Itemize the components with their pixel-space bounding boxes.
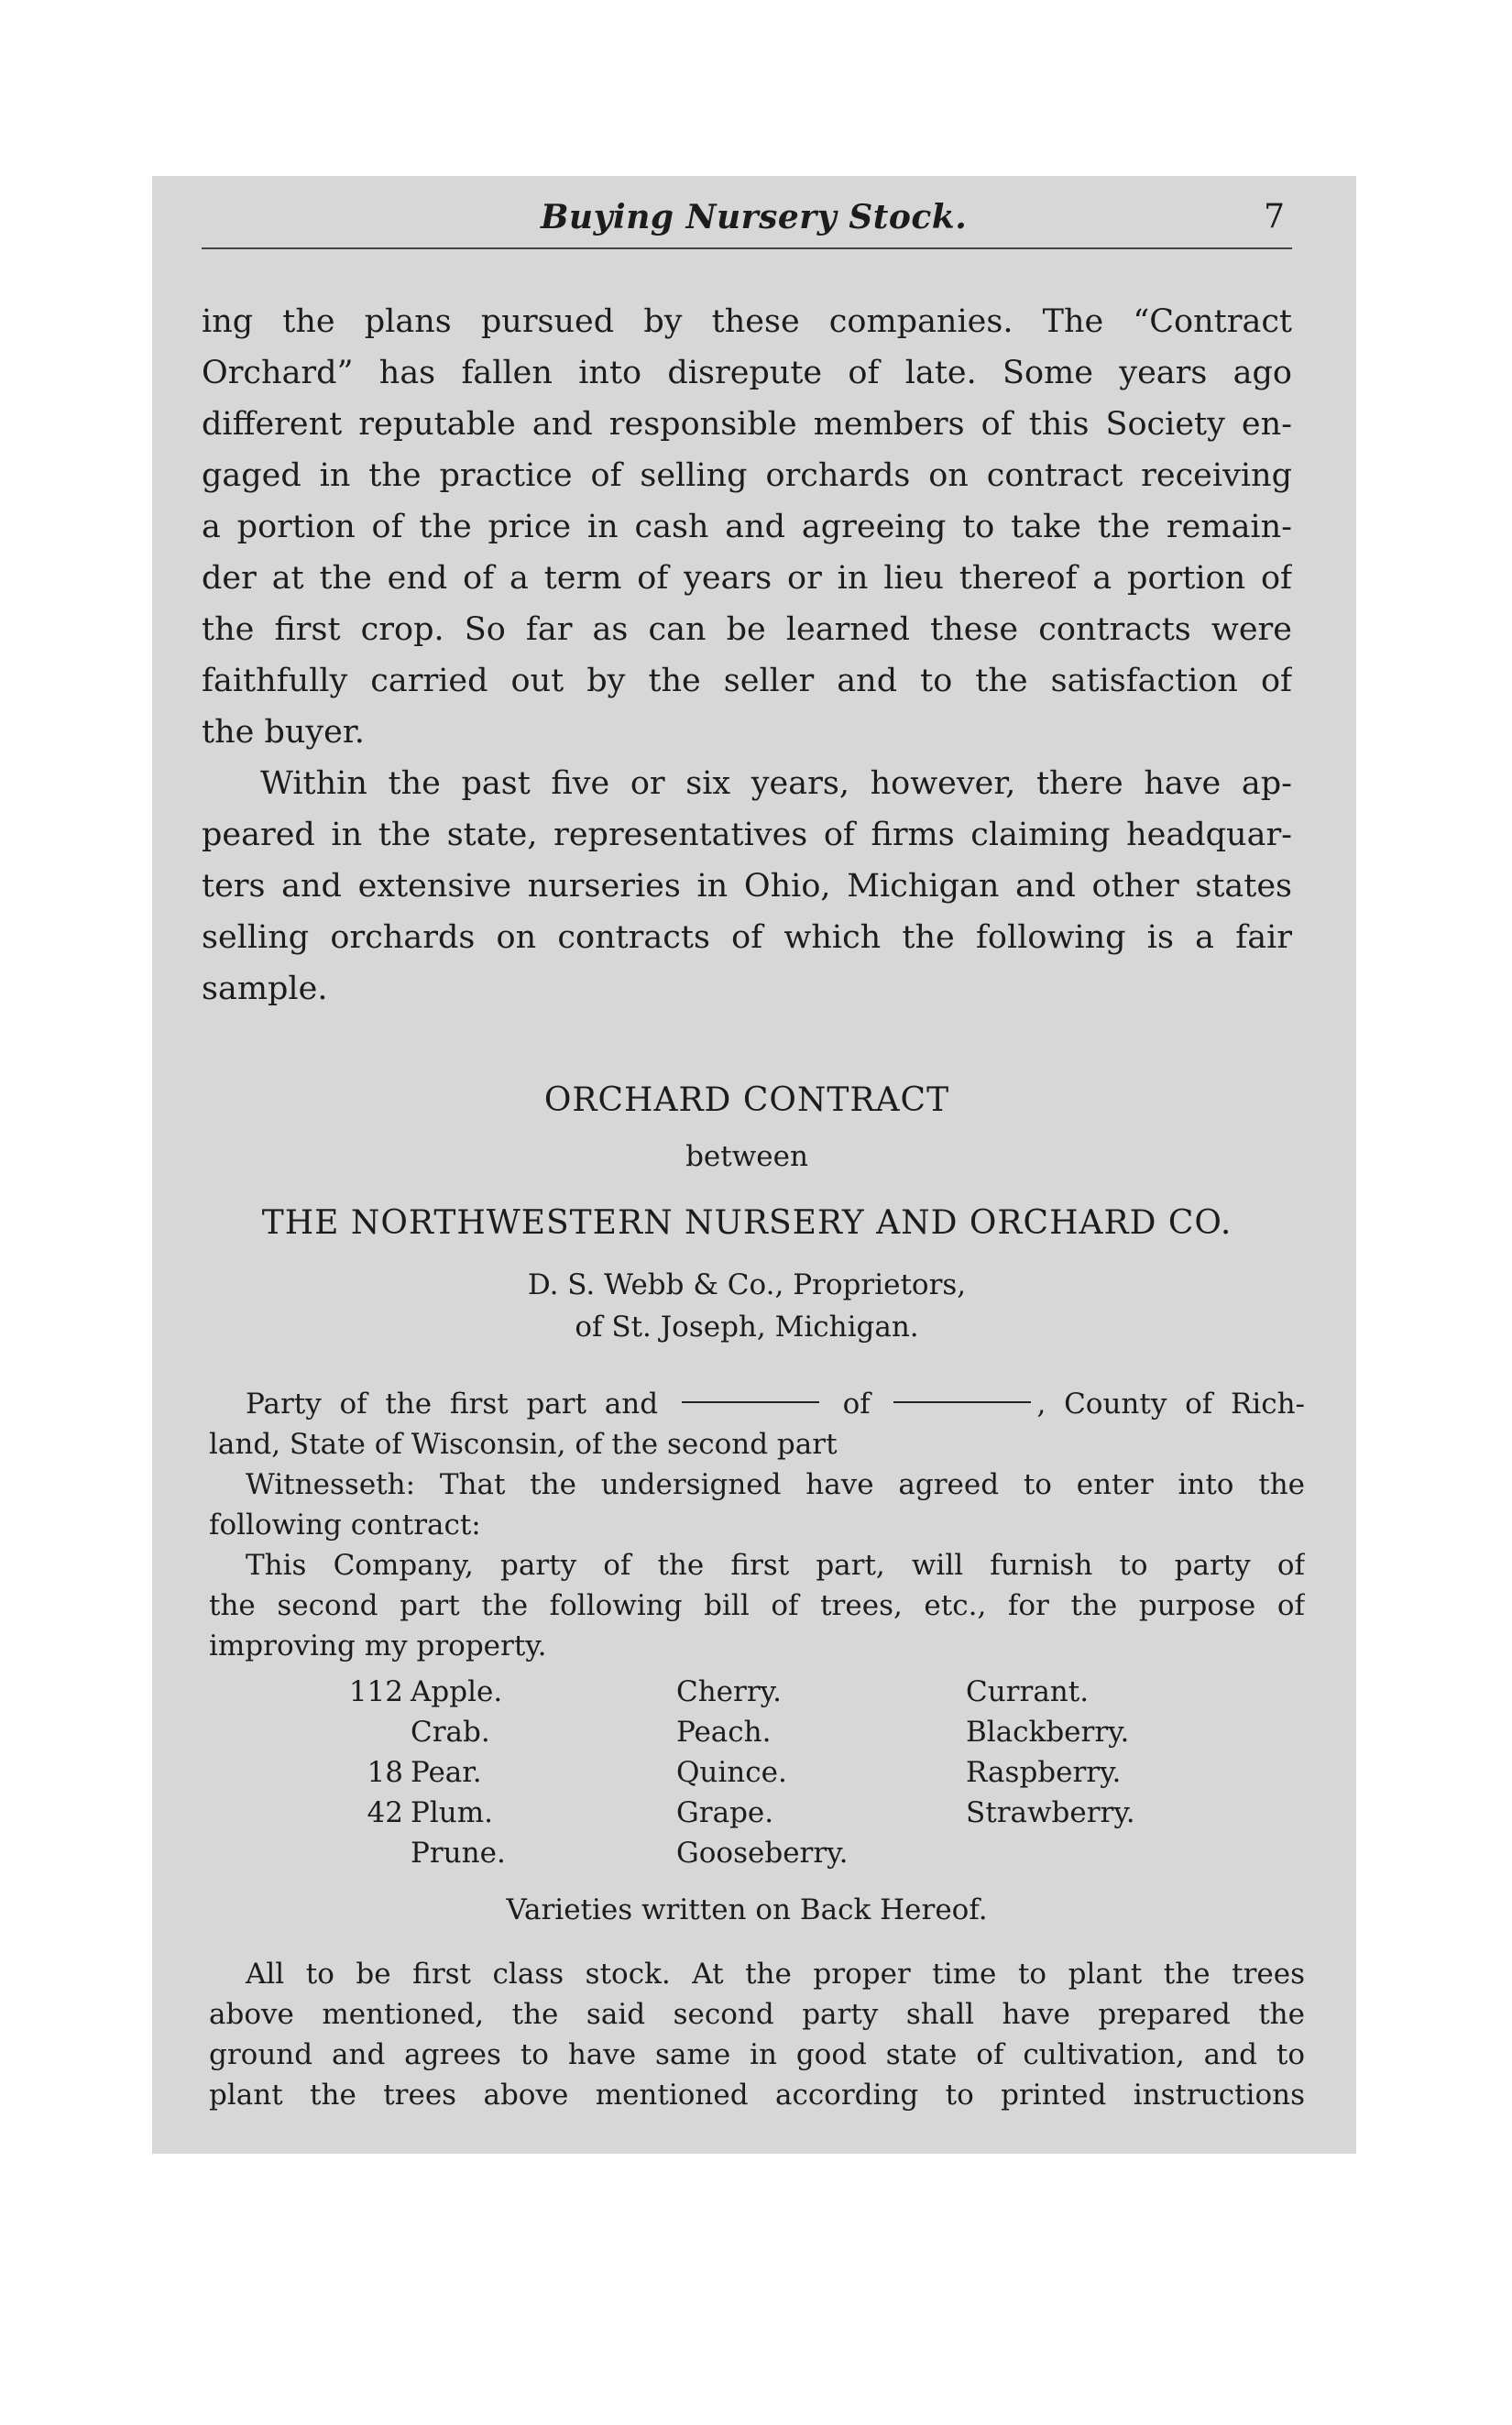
body-line: Orchard” has fallen into disrepute of late. Some years ago: [202, 355, 1292, 391]
stock-item: Gooseberry.: [676, 1837, 849, 1870]
stock-item: Crab.: [411, 1716, 490, 1749]
varieties-note: Varieties written on Back Hereof.: [506, 1893, 988, 1926]
proprietors: D. S. Webb & Co., Proprietors,: [527, 1268, 967, 1301]
stock-row: [330, 1672, 506, 1712]
closing-line: plant the trees above mentioned according to printed instructions: [209, 2079, 1305, 2112]
company-name: THE NORTHWESTERN NURSERY AND ORCHARD CO.: [261, 1204, 1233, 1242]
body-line: a portion of the price in cash and agreeing to take the remain-: [202, 509, 1292, 545]
contract-line: This Company, party of the first part, will furnish to party of: [246, 1549, 1305, 1582]
blank-line: [682, 1401, 819, 1403]
contract-line: Witnesseth: That the undersigned have agreed to enter into the: [246, 1468, 1305, 1501]
stock-item: Grape.: [676, 1796, 774, 1829]
body-line: faithfully carried out by the seller and to the satisfaction of: [202, 663, 1292, 699]
stock-quantity: 18: [367, 1756, 403, 1789]
body-line: sample.: [202, 971, 328, 1007]
stock-item: Apple.: [411, 1675, 503, 1708]
stock-item: Plum.: [411, 1796, 493, 1829]
stock-item: Peach.: [676, 1716, 772, 1749]
stock-row: [330, 1793, 506, 1833]
body-line: selling orchards on contracts of which the following is a fair: [202, 919, 1292, 956]
stock-item: Pear.: [411, 1756, 482, 1789]
stock-quantity: 42: [367, 1796, 403, 1829]
stock-item: Raspberry.: [966, 1756, 1122, 1789]
contract-line: land, State of Wisconsin, of the second part: [209, 1428, 838, 1461]
company-location: of St. Joseph, Michigan.: [575, 1311, 919, 1344]
running-header: [202, 191, 1292, 249]
stock-column-1: [330, 1672, 506, 1873]
contract-between: between: [685, 1140, 808, 1173]
body-line: Within the past five or six years, however, there have ap-: [260, 765, 1292, 802]
stock-item: Blackberry.: [966, 1716, 1130, 1749]
closing-line: All to be first class stock. At the proper time to plant the trees: [246, 1958, 1305, 1991]
stock-item: Quince.: [676, 1756, 787, 1789]
body-line: der at the end of a term of years or in lieu thereof a portion of: [202, 560, 1292, 597]
stock-row: [330, 1833, 506, 1873]
stock-item: Cherry.: [676, 1675, 782, 1708]
stock-column-3: [966, 1672, 1135, 1833]
body-line: ters and extensive nurseries in Ohio, Michigan and other states: [202, 868, 1292, 905]
body-line: the first crop. So far as can be learned these contracts were: [202, 611, 1292, 648]
body-line: gaged in the practice of selling orchards on contract receiving: [202, 457, 1292, 494]
body-line: ing the plans pursued by these companies. The “Contract: [202, 303, 1292, 340]
stock-row: [330, 1712, 506, 1752]
stock-item: Currant.: [966, 1675, 1090, 1708]
party-line: [209, 1384, 1305, 1424]
contract-line: improving my property.: [209, 1629, 547, 1662]
stock-item: Strawberry.: [966, 1796, 1135, 1829]
party-line-start: Party of the first part and: [246, 1388, 659, 1421]
body-line: the buyer.: [202, 714, 365, 751]
stock-column-2: [676, 1672, 848, 1873]
closing-line: above mentioned, the said second party shall have prepared the: [209, 1998, 1305, 2031]
stock-quantity: 112: [348, 1675, 403, 1708]
stock-item: Prune.: [411, 1837, 506, 1870]
stock-row: [330, 1752, 506, 1793]
contract-line: following contract:: [209, 1509, 481, 1542]
page-number: 7: [1264, 198, 1285, 236]
closing-line: ground and agrees to have same in good state of cultivation, and to: [209, 2038, 1305, 2071]
contract-title: ORCHARD CONTRACT: [543, 1081, 950, 1119]
running-title: Buying Nursery Stock.: [541, 198, 968, 236]
party-line-middle: of: [842, 1388, 871, 1421]
blank-line: [893, 1401, 1031, 1403]
contract-line: the second part the following bill of trees, etc., for the purpose of: [209, 1589, 1305, 1622]
body-line: different reputable and responsible members of this Society en-: [202, 406, 1292, 443]
body-line: peared in the state, representatives of firms claiming headquar-: [202, 817, 1292, 853]
party-line-end: , County of Rich-: [1036, 1388, 1305, 1421]
